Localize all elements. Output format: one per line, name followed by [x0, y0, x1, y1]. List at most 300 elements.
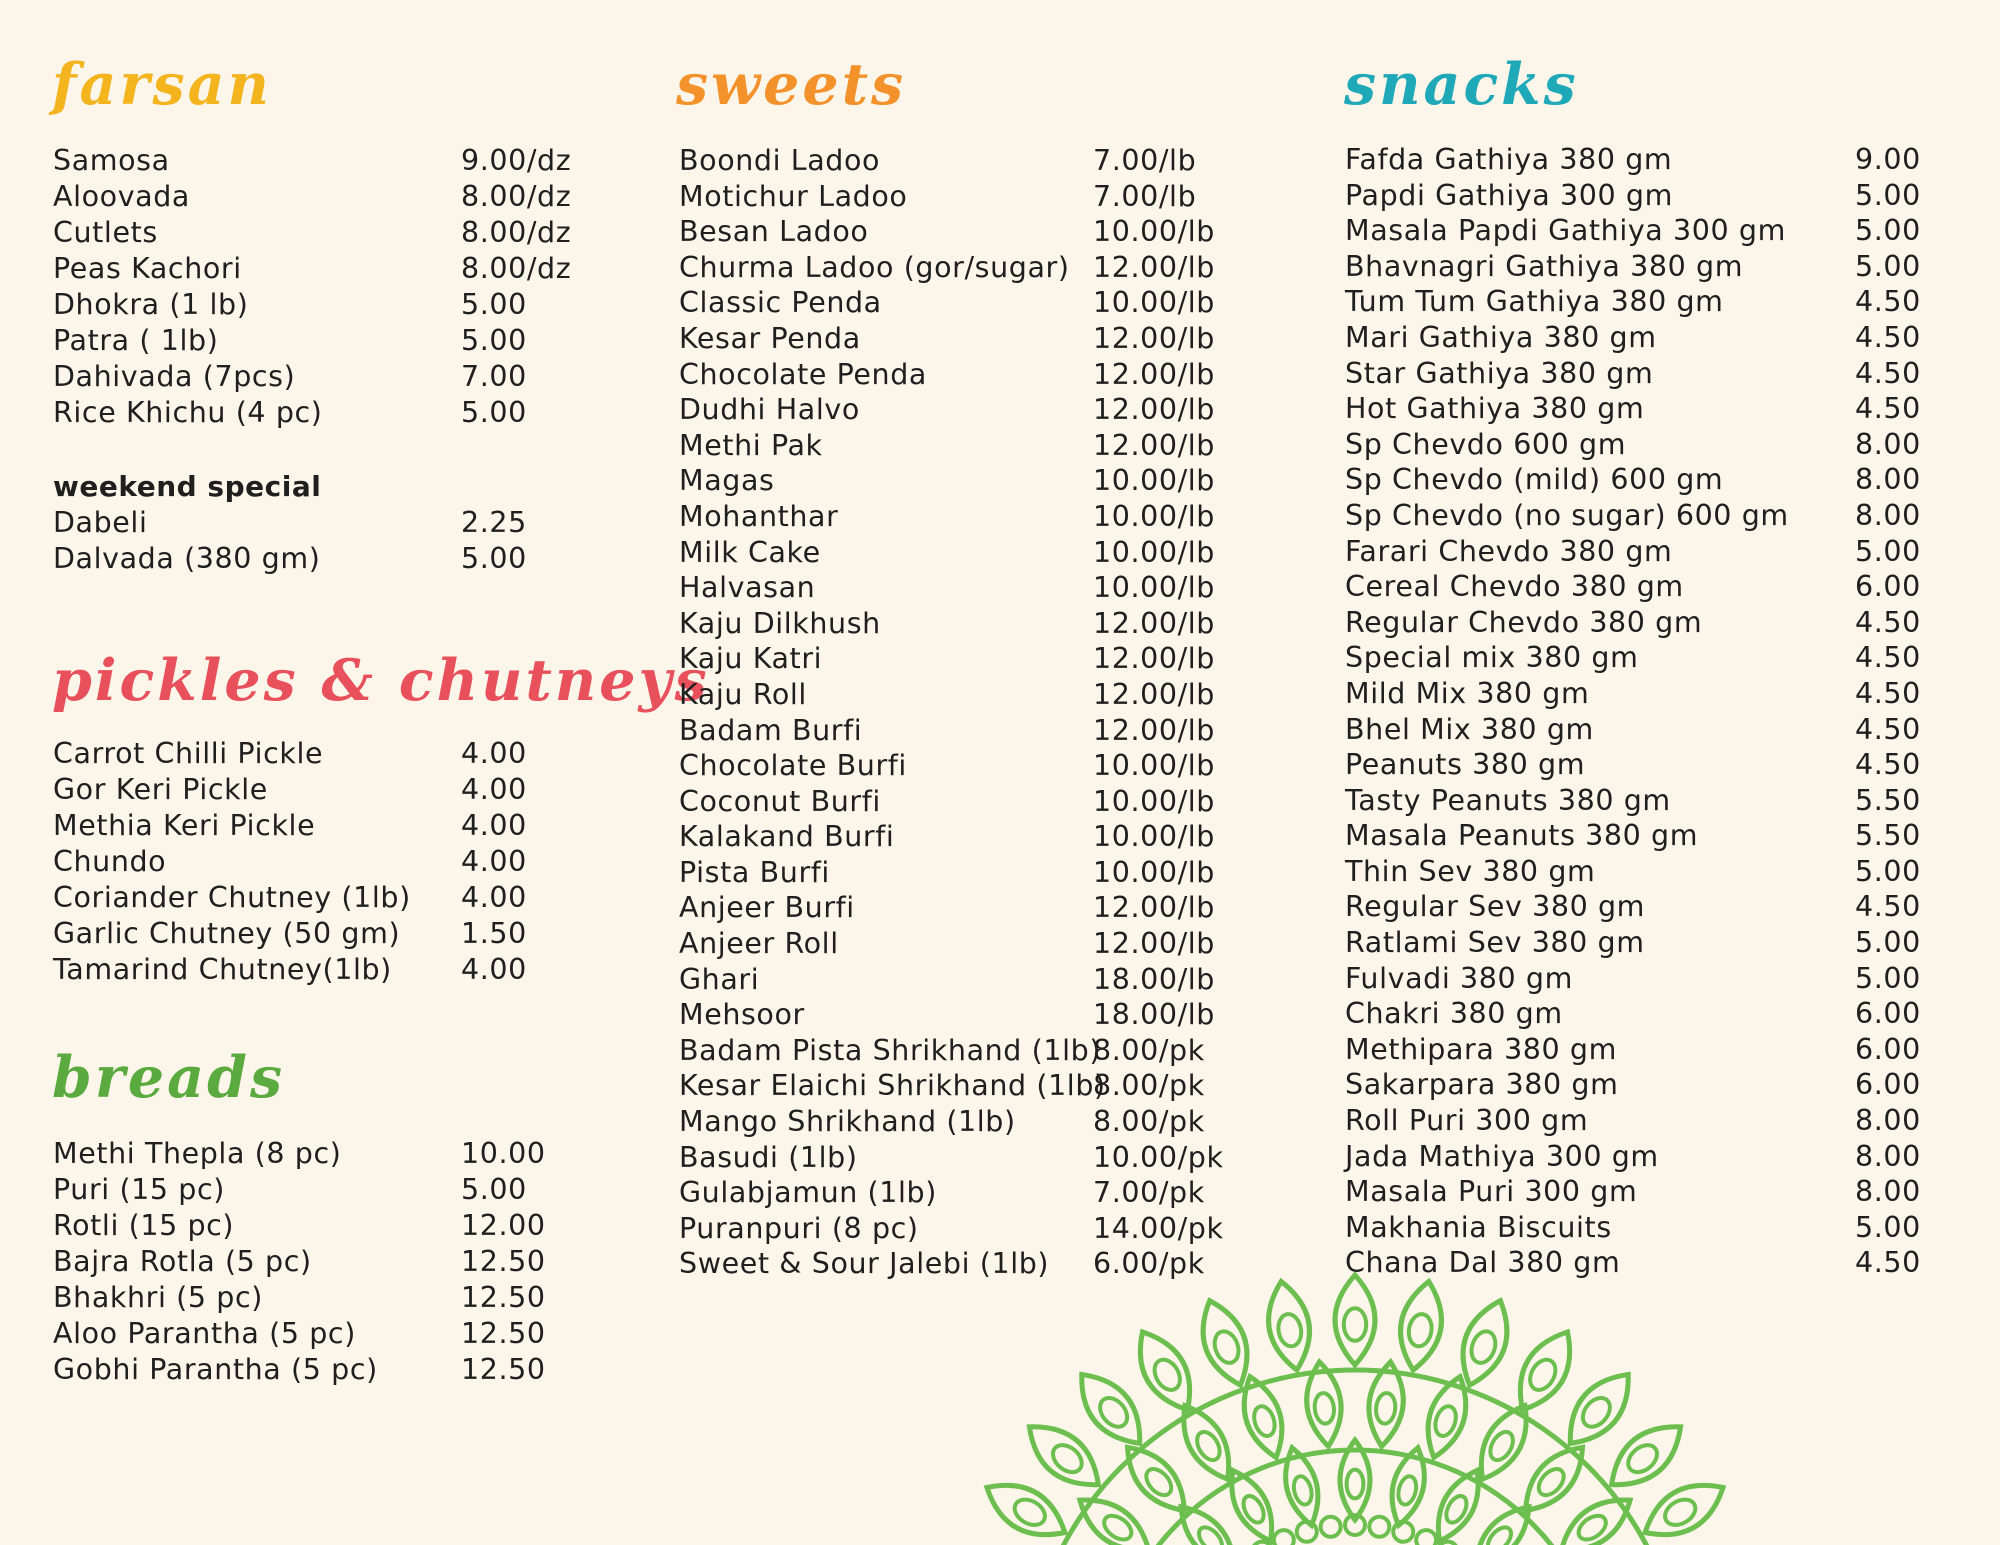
menu-item-name: Farari Chevdo 380 gm	[1345, 534, 1673, 568]
menu-item	[53, 1316, 613, 1352]
menu-item-name: Sp Chevdo 600 gm	[1345, 427, 1627, 461]
menu-item-name: Special mix 380 gm	[1345, 641, 1639, 675]
menu-item-name: Peanuts 380 gm	[1345, 748, 1586, 782]
menu-item	[1345, 640, 1965, 676]
menu-item-price: 5.00	[1855, 1210, 1921, 1244]
menu-item-price: 12.00/lb	[1093, 927, 1216, 961]
menu-item-price: 4.50	[1855, 605, 1921, 639]
menu-item-price: 10.00/lb	[1093, 535, 1216, 569]
menu-item	[1345, 498, 1965, 534]
menu-item-price: 6.00	[1855, 1068, 1921, 1102]
mandala-petal-inner	[1276, 1312, 1304, 1348]
mandala-scallop	[1274, 1530, 1294, 1545]
menu-item	[1345, 1139, 1965, 1175]
breads-heading: breads	[52, 1044, 286, 1111]
menu-item-name: Mild Mix 380 gm	[1345, 676, 1590, 710]
menu-item-price: 12.00/lb	[1093, 713, 1216, 747]
menu-item-name: Ghari	[679, 962, 760, 996]
menu-item	[1345, 1067, 1965, 1103]
menu-item-name: Star Gathiya 380 gm	[1345, 356, 1654, 390]
menu-item-name: Milk Cake	[679, 535, 821, 569]
menu-item-price: 10.00/lb	[1093, 215, 1216, 249]
mandala-petal	[1645, 1485, 1723, 1534]
menu-item-price: 8.00	[1855, 427, 1921, 461]
menu-item	[679, 428, 1239, 464]
menu-item-price: 8.00/dz	[461, 216, 572, 249]
menu-item-name: Kaju Roll	[679, 677, 807, 711]
menu-item-price: 5.00	[461, 1173, 527, 1206]
menu-item-price: 5.00	[1855, 926, 1921, 960]
menu-item-price: 12.00/lb	[1093, 891, 1216, 925]
menu-item	[53, 505, 613, 541]
farsan-heading: farsan	[52, 51, 272, 118]
menu-item	[679, 570, 1239, 606]
mandala-scallop	[1393, 1522, 1413, 1542]
menu-item	[679, 1068, 1239, 1104]
menu-item	[53, 287, 613, 323]
menu-item-name: Sakarpara 380 gm	[1345, 1068, 1619, 1102]
menu-item-price: 12.00/lb	[1093, 393, 1216, 427]
menu-item-name: Methipara 380 gm	[1345, 1032, 1617, 1066]
menu-item	[679, 179, 1239, 215]
menu-item-name: Gulabjamun (1lb)	[679, 1176, 937, 1210]
menu-item-price: 8.00	[1855, 498, 1921, 532]
menu-item-name: Ratlami Sev 380 gm	[1345, 926, 1645, 960]
menu-item-price: 7.00/lb	[1093, 144, 1197, 177]
menu-item-name: Methi Pak	[679, 428, 823, 462]
menu-item-name: Rice Khichu (4 pc)	[53, 396, 323, 429]
mandala-scallop	[1297, 1522, 1317, 1542]
menu-item-name: Mohanthar	[679, 499, 839, 533]
mandala-petal	[1463, 1301, 1507, 1386]
mandala-petal-inner	[1344, 1308, 1366, 1340]
menu-item-price: 4.50	[1855, 641, 1921, 675]
menu-item	[679, 855, 1239, 891]
menu-item-name: Chakri 380 gm	[1345, 997, 1563, 1031]
menu-item-name: Fafda Gathiya 380 gm	[1345, 143, 1673, 176]
menu-item	[53, 251, 613, 287]
mandala-petal	[1269, 1281, 1310, 1370]
menu-item	[53, 844, 613, 880]
menu-item-price: 7.00	[461, 360, 527, 393]
menu-item-price: 12.00/lb	[1093, 642, 1216, 676]
menu-item	[53, 179, 613, 215]
menu-item	[679, 143, 1239, 179]
menu-item-name: Thin Sev 380 gm	[1345, 854, 1596, 888]
menu-item-price: 4.50	[1855, 890, 1921, 924]
menu-item-name: Puri (15 pc)	[53, 1173, 225, 1206]
menu-item-price: 8.00/pk	[1093, 1105, 1205, 1139]
menu-item-price: 12.50	[461, 1281, 546, 1314]
menu-item-price: 4.50	[1855, 712, 1921, 746]
menu-item	[1345, 676, 1965, 712]
menu-item	[1345, 747, 1965, 783]
menu-item-price: 8.00/dz	[461, 252, 572, 285]
menu-item	[53, 772, 613, 808]
sweets-list	[679, 143, 1239, 1282]
menu-item-name: Puranpuri (8 pc)	[679, 1211, 919, 1245]
menu-item-name: Peas Kachori	[53, 252, 242, 285]
menu-item	[679, 997, 1239, 1033]
menu-item	[679, 250, 1239, 286]
menu-item	[1345, 1032, 1965, 1068]
menu-item-name: Motichur Ladoo	[679, 179, 908, 213]
menu-item-name: Masala Puri 300 gm	[1345, 1175, 1638, 1209]
menu-item	[53, 395, 613, 431]
menu-item	[679, 606, 1239, 642]
menu-item-price: 7.00/lb	[1093, 179, 1197, 213]
menu-item-name: Tum Tum Gathiya 380 gm	[1345, 285, 1724, 319]
mandala-petal	[1612, 1427, 1681, 1485]
menu-item-price: 9.00	[1855, 143, 1921, 176]
menu-item-name: Chana Dal 380 gm	[1345, 1246, 1621, 1280]
mandala-petal-inner	[1347, 1470, 1364, 1499]
menu-item	[1345, 783, 1965, 819]
menu-item-name: Sp Chevdo (no sugar) 600 gm	[1345, 498, 1789, 532]
menu-item-price: 10.00/pk	[1093, 1140, 1224, 1174]
menu-item-name: Dalvada (380 gm)	[53, 542, 321, 575]
menu-item-name: Aloovada	[53, 180, 190, 213]
menu-item-name: Makhania Biscuits	[1345, 1210, 1612, 1244]
menu-item	[679, 321, 1239, 357]
menu-item-price: 5.00	[1855, 534, 1921, 568]
menu-item	[1345, 213, 1965, 249]
menu-item-price: 10.00/lb	[1093, 499, 1216, 533]
menu-item	[53, 143, 613, 179]
menu-item	[1345, 462, 1965, 498]
mandala-scallop	[1321, 1517, 1341, 1537]
menu-item-price: 8.00	[1855, 1104, 1921, 1138]
menu-item	[1345, 1210, 1965, 1246]
menu-item-name: Bhel Mix 380 gm	[1345, 712, 1594, 746]
menu-item	[679, 535, 1239, 571]
mandala-petal-inner	[1406, 1312, 1434, 1348]
menu-item	[53, 736, 613, 772]
menu-item-price: 4.00	[461, 881, 527, 914]
menu-item-price: 12.00	[461, 1209, 546, 1242]
menu-item-price: 5.00	[461, 396, 527, 429]
menu-item-price: 4.50	[1855, 285, 1921, 319]
menu-item-price: 4.50	[1855, 356, 1921, 390]
snacks-heading: snacks	[1344, 51, 1579, 118]
menu-item	[1345, 534, 1965, 570]
menu-item-name: Regular Chevdo 380 gm	[1345, 605, 1703, 639]
menu-item-price: 4.50	[1855, 748, 1921, 782]
menu-item-name: Garlic Chutney (50 gm)	[53, 917, 401, 950]
menu-item	[679, 819, 1239, 855]
menu-item-name: Badam Burfi	[679, 713, 863, 747]
menu-item-name: Boondi Ladoo	[679, 144, 881, 177]
menu-item-price: 10.00/lb	[1093, 784, 1216, 818]
mandala-icon	[930, 1270, 1780, 1545]
menu-item-price: 10.00/lb	[1093, 286, 1216, 320]
menu-item-name: Masala Peanuts 380 gm	[1345, 819, 1699, 853]
menu-item-price: 5.50	[1855, 783, 1921, 817]
menu-item-price: 4.50	[1855, 1246, 1921, 1280]
menu-item	[679, 962, 1239, 998]
menu-item	[679, 1033, 1239, 1069]
menu-item	[679, 784, 1239, 820]
weekend-special-list	[53, 505, 613, 577]
menu-item-name: Fulvadi 380 gm	[1345, 961, 1573, 995]
menu-item-price: 18.00/lb	[1093, 962, 1216, 996]
menu-item-price: 12.50	[461, 1353, 546, 1386]
menu-item-name: Mehsoor	[679, 998, 805, 1032]
menu-item-price: 12.50	[461, 1317, 546, 1350]
menu-item-price: 8.00/dz	[461, 180, 572, 213]
menu-item-name: Regular Sev 380 gm	[1345, 890, 1646, 924]
menu-item-name: Aloo Parantha (5 pc)	[53, 1317, 356, 1350]
menu-item	[1345, 712, 1965, 748]
menu-item-price: 4.00	[461, 773, 527, 806]
menu-item-name: Halvasan	[679, 571, 816, 605]
menu-item-name: Magas	[679, 464, 775, 498]
menu-item-name: Kesar Elaichi Shrikhand (1lb)	[679, 1069, 1106, 1103]
menu-item	[679, 1211, 1239, 1247]
mandala-petal	[1335, 1275, 1375, 1365]
menu-item-name: Gor Keri Pickle	[53, 773, 268, 806]
menu-item-name: Churma Ladoo (gor/sugar)	[679, 250, 1070, 284]
menu-item	[53, 541, 613, 577]
menu-item	[1345, 889, 1965, 925]
menu-item-name: Bhakhri (5 pc)	[53, 1281, 263, 1314]
menu-item-price: 8.00/pk	[1093, 1033, 1205, 1067]
mandala-petal	[1570, 1374, 1628, 1443]
mandala-scallop	[1416, 1530, 1436, 1545]
menu-item	[1345, 925, 1965, 961]
menu-item-name: Dudhi Halvo	[679, 393, 860, 427]
menu-item-name: Methi Thepla (8 pc)	[53, 1137, 342, 1170]
menu-item-price: 12.00/lb	[1093, 677, 1216, 711]
snacks-list	[1345, 142, 1965, 1281]
menu-item-name: Methia Keri Pickle	[53, 809, 316, 842]
menu-item-name: Gobhi Parantha (5 pc)	[53, 1353, 378, 1386]
menu-item-name: Samosa	[53, 144, 170, 177]
menu-item-name: Chundo	[53, 845, 167, 878]
menu-item-price: 10.00/lb	[1093, 464, 1216, 498]
menu-item-price: 12.00/lb	[1093, 250, 1216, 284]
menu-item-price: 10.00/lb	[1093, 749, 1216, 783]
menu-item-price: 10.00/lb	[1093, 855, 1216, 889]
menu-item	[679, 463, 1239, 499]
menu-item	[1345, 178, 1965, 214]
menu-item-name: Kalakand Burfi	[679, 820, 895, 854]
mandala-petal-inner	[1396, 1474, 1419, 1506]
sweets-heading: sweets	[676, 51, 907, 118]
menu-item	[679, 357, 1239, 393]
mandala-petal	[1401, 1281, 1442, 1370]
menu-item	[53, 1352, 613, 1388]
menu-item-name: Cutlets	[53, 216, 158, 249]
menu-item	[679, 890, 1239, 926]
mandala-petal	[1526, 1447, 1583, 1510]
menu-item-name: Patra ( 1lb)	[53, 324, 219, 357]
menu-item	[53, 323, 613, 359]
menu-item	[1345, 427, 1965, 463]
menu-item	[1345, 605, 1965, 641]
menu-item	[679, 392, 1239, 428]
menu-item-price: 10.00/lb	[1093, 820, 1216, 854]
menu-item	[679, 1140, 1239, 1176]
menu-item-price: 1.50	[461, 917, 527, 950]
menu-item	[679, 641, 1239, 677]
menu-item-name: Sp Chevdo (mild) 600 gm	[1345, 463, 1724, 497]
menu-item-price: 5.00	[1855, 961, 1921, 995]
menu-item-price: 4.00	[461, 737, 527, 770]
menu-item-name: Coconut Burfi	[679, 784, 881, 818]
menu-item	[1345, 854, 1965, 890]
menu-item-price: 6.00/pk	[1093, 1247, 1205, 1281]
menu-item	[1345, 249, 1965, 285]
menu-item-name: Mango Shrikhand (1lb)	[679, 1105, 1016, 1139]
mandala-petal	[1140, 1332, 1189, 1410]
menu-item	[1345, 320, 1965, 356]
menu-item	[53, 880, 613, 916]
menu-item-price: 4.50	[1855, 392, 1921, 426]
menu-item-name: Badam Pista Shrikhand (1lb)	[679, 1033, 1102, 1067]
menu-item-name: Pista Burfi	[679, 855, 830, 889]
menu-item	[679, 748, 1239, 784]
menu-item-price: 5.50	[1855, 819, 1921, 853]
menu-item	[53, 1172, 613, 1208]
menu-item	[1345, 569, 1965, 605]
menu-item	[679, 1104, 1239, 1140]
menu-item-price: 5.00	[1855, 249, 1921, 283]
menu-item-name: Roll Puri 300 gm	[1345, 1104, 1589, 1138]
menu-item-name: Mari Gathiya 380 gm	[1345, 320, 1657, 354]
menu-item-name: Rotli (15 pc)	[53, 1209, 235, 1242]
menu-item-price: 12.00/lb	[1093, 321, 1216, 355]
pickles-heading: pickles & chutneys	[52, 647, 710, 714]
menu-item	[53, 1244, 613, 1280]
menu-item-name: Tasty Peanuts 380 gm	[1345, 783, 1671, 817]
mandala-petal	[1203, 1301, 1247, 1386]
mandala-petal	[1127, 1447, 1184, 1510]
menu-item-price: 5.00	[1855, 214, 1921, 248]
menu-item-price: 10.00/lb	[1093, 571, 1216, 605]
menu-item-name: Kaju Dilkhush	[679, 606, 881, 640]
menu-item	[53, 1136, 613, 1172]
mandala-petal	[987, 1485, 1065, 1534]
menu-item-name: Hot Gathiya 380 gm	[1345, 392, 1645, 426]
menu-item	[1345, 391, 1965, 427]
menu-item	[679, 677, 1239, 713]
menu-item-price: 12.00/lb	[1093, 357, 1216, 391]
menu-item-price: 18.00/lb	[1093, 998, 1216, 1032]
menu-item-name: Cereal Chevdo 380 gm	[1345, 570, 1684, 604]
menu-item-price: 12.00/lb	[1093, 428, 1216, 462]
farsan-list	[53, 143, 613, 431]
menu-item	[53, 359, 613, 395]
menu-item-price: 5.00	[461, 542, 527, 575]
mandala-petal	[1029, 1427, 1098, 1485]
menu-item	[679, 926, 1239, 962]
breads-list	[53, 1136, 613, 1388]
mandala-petal-inner	[1211, 1328, 1243, 1366]
weekend-special-heading: weekend special	[53, 470, 322, 503]
pickles-list	[53, 736, 613, 988]
menu-item-price: 4.00	[461, 809, 527, 842]
menu-item-name: Bhavnagri Gathiya 380 gm	[1345, 249, 1744, 283]
menu-item-name: Tamarind Chutney(1lb)	[53, 953, 392, 986]
mandala-petal	[1082, 1374, 1140, 1443]
menu-item	[53, 808, 613, 844]
mandala-petal	[1520, 1332, 1569, 1410]
menu-item-name: Chocolate Burfi	[679, 749, 907, 783]
menu-item-name: Kesar Penda	[679, 321, 861, 355]
menu-item	[1345, 1174, 1965, 1210]
menu-item-price: 5.00	[461, 324, 527, 357]
menu-item-name: Masala Papdi Gathiya 300 gm	[1345, 214, 1786, 248]
menu-item-name: Sweet & Sour Jalebi (1lb)	[679, 1247, 1050, 1281]
menu-item	[53, 215, 613, 251]
menu-item	[1345, 818, 1965, 854]
menu-item	[1345, 1103, 1965, 1139]
menu-item-name: Anjeer Burfi	[679, 891, 855, 925]
mandala-scallop	[1252, 1542, 1272, 1545]
menu-item-price: 5.00	[461, 288, 527, 321]
menu-item-price: 7.00/pk	[1093, 1176, 1205, 1210]
menu-item-price: 8.00	[1855, 463, 1921, 497]
menu-item	[1345, 996, 1965, 1032]
menu-item-name: Besan Ladoo	[679, 215, 869, 249]
menu-item-price: 8.00	[1855, 1175, 1921, 1209]
menu-item-price: 4.50	[1855, 676, 1921, 710]
menu-item-name: Chocolate Penda	[679, 357, 927, 391]
menu-item	[679, 214, 1239, 250]
mandala-petal-inner	[1467, 1328, 1499, 1366]
menu-item-name: Classic Penda	[679, 286, 882, 320]
mandala-scallop	[1369, 1517, 1389, 1537]
menu-item-name: Coriander Chutney (1lb)	[53, 881, 411, 914]
menu-item	[679, 713, 1239, 749]
menu-item-name: Papdi Gathiya 300 gm	[1345, 178, 1673, 212]
menu-item	[53, 1280, 613, 1316]
menu-item	[53, 952, 613, 988]
menu-item-price: 14.00/pk	[1093, 1211, 1224, 1245]
menu-item	[1345, 142, 1965, 178]
menu-item-price: 4.50	[1855, 320, 1921, 354]
menu-item-price: 2.25	[461, 506, 527, 539]
menu-item-name: Dahivada (7pcs)	[53, 360, 296, 393]
menu-item-price: 4.00	[461, 953, 527, 986]
menu-item-name: Basudi (1lb)	[679, 1140, 858, 1174]
menu-item-price: 4.00	[461, 845, 527, 878]
menu-item	[53, 1208, 613, 1244]
menu-item	[679, 499, 1239, 535]
mandala-scallop	[1438, 1542, 1458, 1545]
mandala-petal-inner	[1291, 1474, 1314, 1506]
menu-item-price: 6.00	[1855, 1032, 1921, 1066]
menu-item	[1345, 961, 1965, 997]
menu-item	[53, 916, 613, 952]
menu-item-name: Dhokra (1 lb)	[53, 288, 249, 321]
menu-item-price: 6.00	[1855, 570, 1921, 604]
menu-item	[679, 1175, 1239, 1211]
menu-item-price: 6.00	[1855, 997, 1921, 1031]
menu-item-name: Kaju Katri	[679, 642, 823, 676]
menu-item	[1345, 284, 1965, 320]
menu-item-name: Bajra Rotla (5 pc)	[53, 1245, 312, 1278]
menu-item-name: Anjeer Roll	[679, 927, 839, 961]
menu-item-name: Dabeli	[53, 506, 148, 539]
menu-item-price: 8.00/pk	[1093, 1069, 1205, 1103]
menu-item-name: Jada Mathiya 300 gm	[1345, 1139, 1659, 1173]
mandala-petal-inner	[1313, 1392, 1335, 1424]
menu-item	[679, 285, 1239, 321]
menu-item-price: 8.00	[1855, 1139, 1921, 1173]
mandala-petal-inner	[1375, 1392, 1397, 1424]
